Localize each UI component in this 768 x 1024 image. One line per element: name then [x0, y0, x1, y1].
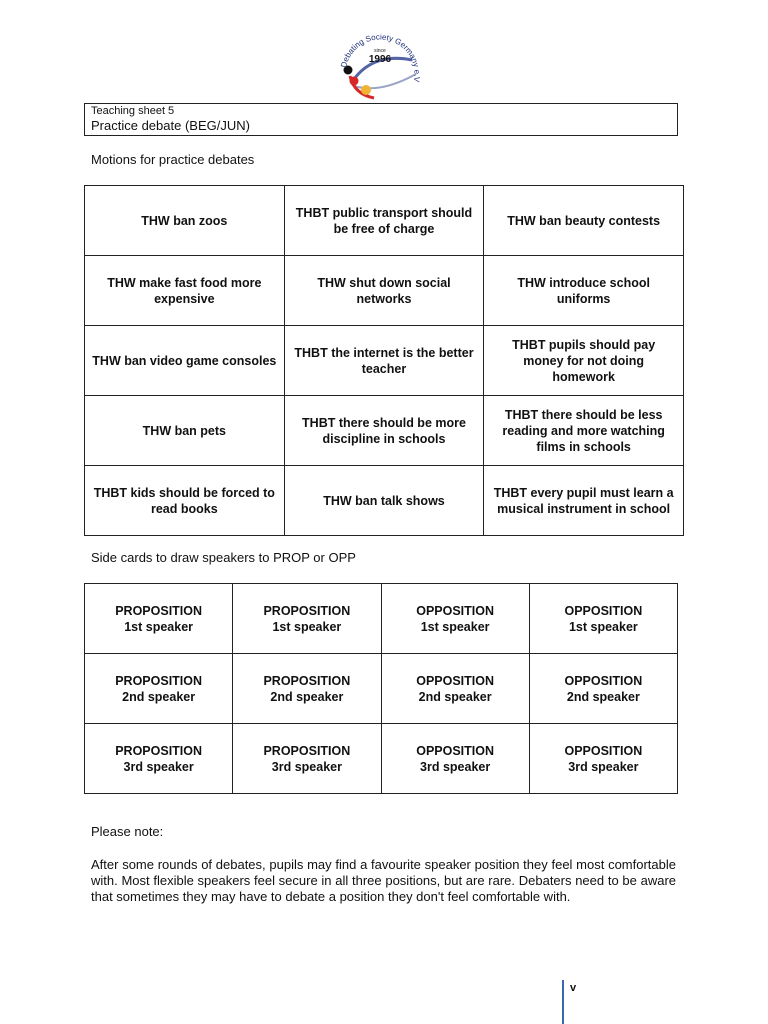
sheet-title: Practice debate (BEG/JUN) — [91, 118, 250, 133]
side-card-cell: OPPOSITION 2nd speaker — [381, 654, 529, 724]
note-body: After some rounds of debates, pupils may find a favourite speaker position they feel most comfortable with. Most flexible speakers feel secure in all three positions, but are rare. Debaters need to be aware that sometimes they may have to debate a position they don't feel comfortable with. — [91, 857, 676, 904]
motion-cell: THBT public transport should be free of charge — [284, 186, 484, 256]
logo-since: since — [374, 48, 386, 54]
motion-cell: THW introduce school uniforms — [484, 256, 684, 326]
side-card-row — [85, 654, 678, 724]
side-card-cell: PROPOSITION 3rd speaker — [233, 724, 381, 794]
motion-row — [85, 396, 684, 466]
motion-cell: THW ban talk shows — [284, 466, 484, 536]
motion-cell: THBT every pupil must learn a musical instrument in school — [484, 466, 684, 536]
side-card-row — [85, 584, 678, 654]
logo-arc-text: Debating Society Germany e.V — [339, 32, 422, 82]
motion-row — [85, 186, 684, 256]
side-card-cell: OPPOSITION 2nd speaker — [529, 654, 677, 724]
motions-table — [84, 185, 684, 536]
side-card-cell: PROPOSITION 1st speaker — [233, 584, 381, 654]
side-card-cell: PROPOSITION 1st speaker — [85, 584, 233, 654]
logo-gold-dot — [361, 85, 371, 95]
motion-cell: THBT the internet is the better teacher — [284, 326, 484, 396]
side-card-cell: PROPOSITION 2nd speaker — [85, 654, 233, 724]
society-logo — [332, 24, 428, 104]
motion-row — [85, 466, 684, 536]
logo-year: 1996 — [368, 54, 392, 65]
motion-row — [85, 326, 684, 396]
motions-caption: Motions for practice debates — [91, 152, 255, 167]
sheet-number: Teaching sheet 5 — [91, 105, 175, 117]
side-card-cell: OPPOSITION 1st speaker — [529, 584, 677, 654]
side-card-cell: PROPOSITION 2nd speaker — [233, 654, 381, 724]
motion-cell: THW ban pets — [85, 396, 285, 466]
side-card-cell: OPPOSITION 1st speaker — [381, 584, 529, 654]
note-label: Please note: — [91, 824, 164, 839]
motion-cell: THW ban beauty contests — [484, 186, 684, 256]
motion-cell: THBT kids should be forced to read books — [85, 466, 285, 536]
motion-cell: THBT there should be less reading and more watching films in schools — [484, 396, 684, 466]
motion-cell: THBT there should be more discipline in schools — [284, 396, 484, 466]
motion-cell: THW ban video game consoles — [85, 326, 285, 396]
motion-row — [85, 256, 684, 326]
side-card-cell: OPPOSITION 3rd speaker — [529, 724, 677, 794]
side-cards-caption: Side cards to draw speakers to PROP or OPP — [91, 550, 356, 565]
motion-cell: THW make fast food more expensive — [85, 256, 285, 326]
page-number: v — [570, 982, 577, 994]
side-card-row — [85, 724, 678, 794]
motion-cell: THW shut down social networks — [284, 256, 484, 326]
side-card-cell: PROPOSITION 3rd speaker — [85, 724, 233, 794]
side-card-cell: OPPOSITION 3rd speaker — [381, 724, 529, 794]
sheet-header — [84, 103, 678, 136]
page-divider — [562, 980, 564, 1024]
motion-cell: THBT pupils should pay money for not doing homework — [484, 326, 684, 396]
motion-cell: THW ban zoos — [85, 186, 285, 256]
logo-red-dot — [350, 77, 359, 86]
side-cards-table — [84, 583, 678, 794]
